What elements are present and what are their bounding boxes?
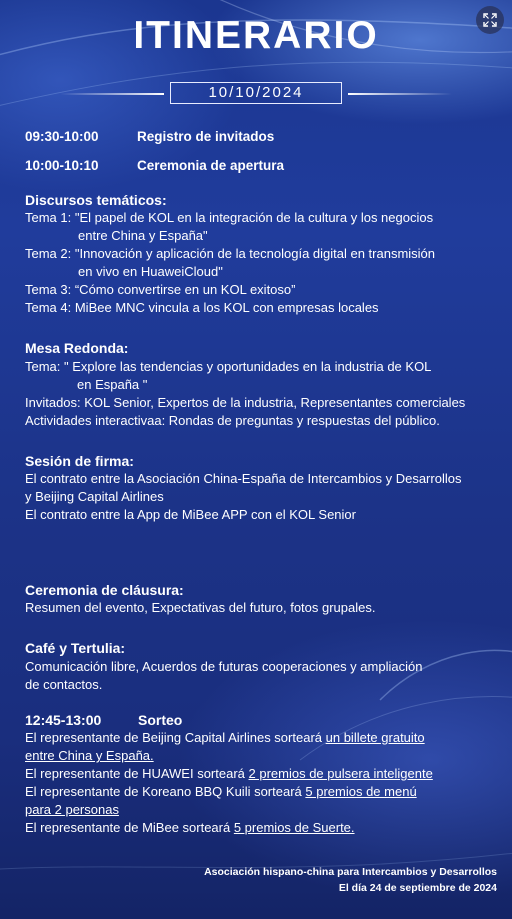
- cafe-line: de contactos.: [25, 677, 103, 692]
- discursos-line: Tema 1: "El papel de KOL en la integración de la cultura y los negocios: [25, 210, 434, 225]
- mesa-line: Invitados: KOL Senior, Expertos de la industria, Representantes comerciales: [25, 395, 466, 410]
- discursos-line: Tema 4: MiBee MNC vincula a los KOL con empresas locales: [25, 300, 379, 315]
- sorteo-line: [25, 765, 433, 783]
- footer-date: El día 24 de septiembre de 2024: [338, 882, 497, 894]
- clausura-line: Resumen del evento, Expectativas del futuro, fotos grupales.: [25, 600, 376, 615]
- firma-line: El contrato entre la Asociación China-España de Intercambios y Desarrollos: [25, 471, 462, 486]
- prize-text: para 2 personas: [25, 802, 119, 817]
- sorteo-text: El representante de HUAWEI sorteará: [25, 766, 249, 781]
- sorteo-text: El representante de MiBee sorteará: [25, 820, 234, 835]
- prize-text: 5 premios de Suerte.: [233, 820, 355, 835]
- discursos-line: Tema 3: “Cómo convertirse en un KOL exitoso”: [25, 282, 296, 297]
- sorteo-time: 12:45-13:00: [25, 712, 102, 728]
- section-heading-mesa: Mesa Redonda:: [25, 340, 129, 356]
- divider-right: [348, 93, 452, 95]
- schedule-time-1: 09:30-10:00: [25, 129, 99, 144]
- firma-line: El contrato entre la App de MiBee APP con el KOL Senior: [25, 507, 356, 522]
- section-heading-clausura: Ceremonia de cláusura:: [25, 582, 184, 598]
- footer-organization: Asociación hispano-china para Intercambios y Desarrollos: [204, 866, 497, 878]
- sorteo-line: [25, 819, 355, 837]
- discursos-line: Tema 2: "Innovación y aplicación de la tecnología digital en transmisión: [25, 246, 436, 261]
- prize-text: 2 premios de pulsera inteligente: [248, 766, 433, 781]
- schedule-time-2: 10:00-10:10: [25, 158, 99, 173]
- discursos-line: en vivo en HuaweiCloud": [78, 264, 223, 279]
- schedule-label-1: Registro de invitados: [137, 129, 275, 144]
- section-heading-firma: Sesión de firma:: [25, 453, 134, 469]
- prize-text: 5 premios de menú: [305, 784, 417, 799]
- prize-text: entre China y España.: [25, 748, 154, 763]
- mesa-line: en España ": [77, 377, 148, 392]
- section-heading-cafe: Café y Tertulia:: [25, 640, 126, 656]
- firma-line: y Beijing Capital Airlines: [25, 489, 164, 504]
- mesa-line: Actividades interactivaa: Rondas de preguntas y respuestas del público.: [25, 413, 440, 428]
- section-heading-discursos: Discursos temáticos:: [25, 192, 167, 208]
- sorteo-text: El representante de Beijing Capital Airlines sorteará: [25, 730, 326, 745]
- sorteo-line: [25, 783, 417, 801]
- discursos-line: entre China y España": [78, 228, 208, 243]
- page-title: ITINERARIO: [133, 14, 379, 57]
- event-date: 10/10/2024: [170, 82, 342, 104]
- mesa-line: Tema: " Explore las tendencias y oportunidades en la industria de KOL: [25, 359, 432, 374]
- section-heading-sorteo: Sorteo: [138, 712, 183, 728]
- cafe-line: Comunicación libre, Acuerdos de futuras cooperaciones y ampliación: [25, 659, 423, 674]
- divider-left: [60, 93, 164, 95]
- prize-text: un billete gratuito: [325, 730, 425, 745]
- schedule-label-2: Ceremonia de apertura: [137, 158, 285, 173]
- sorteo-line: [25, 729, 425, 747]
- sorteo-text: El representante de Koreano BBQ Kuili sorteará: [25, 784, 306, 799]
